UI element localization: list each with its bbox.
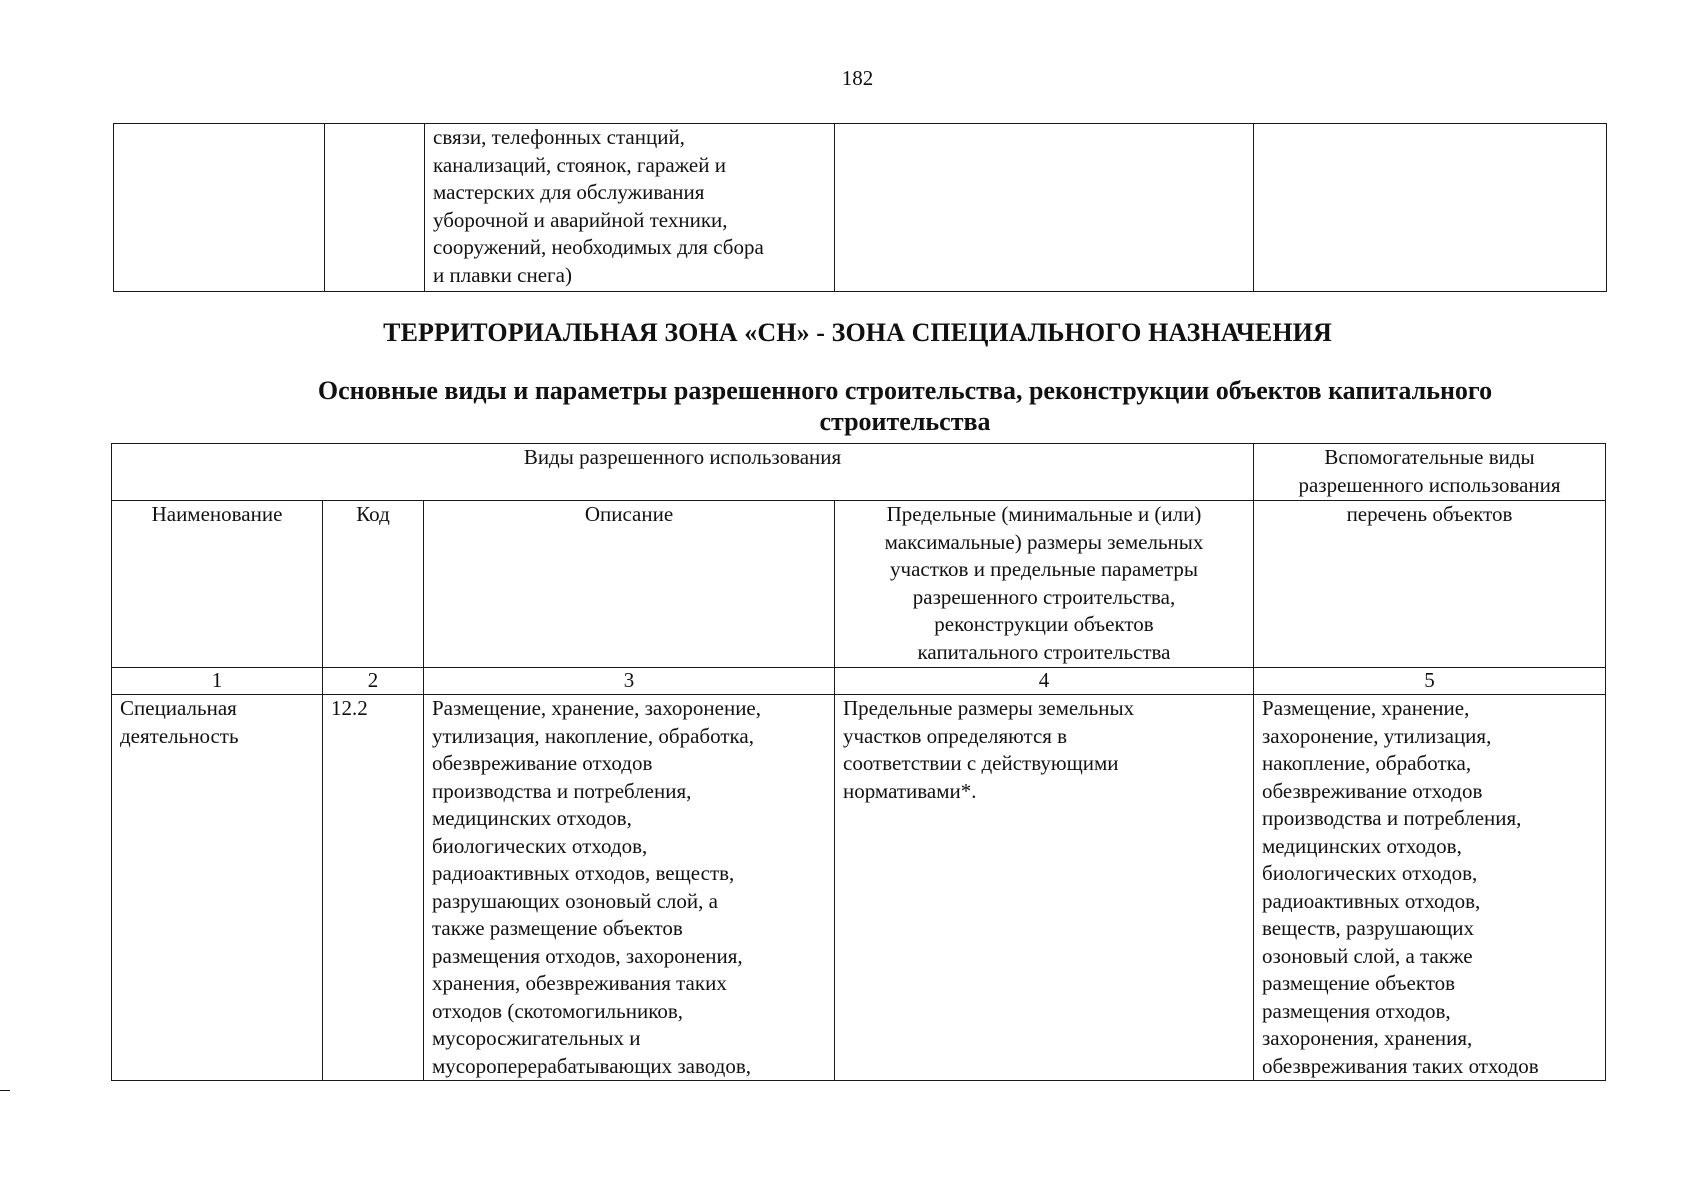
text-line: мусороперерабатывающих заводов, [432,1053,751,1078]
group-header-cell: Виды разрешенного использования [112,444,1254,501]
row-aux-cell [1254,695,1606,1081]
text-line: радиоактивных отходов, веществ, [432,861,735,885]
continuation-name-cell [114,124,325,292]
zone-title: ТЕРРИТОРИАЛЬНАЯ ЗОНА «СН» - ЗОНА СПЕЦИАЛЬНОГО НАЗНАЧЕНИЯ [383,318,1332,347]
text-line: Размещение, хранение, [1262,696,1470,720]
text-line: Предельные размеры земельных [843,696,1135,720]
text-line: соответствии с действующими [843,751,1119,775]
row-description-cell [424,695,835,1081]
continuation-aux-cell [1254,124,1607,292]
section-title [240,375,1570,437]
column-header-aux-list: перечень объектов [1254,501,1606,668]
text-line: накопление, обработка, [1262,751,1472,775]
aux-header-line: разрешенного использования [1298,472,1561,497]
row-code-cell: 12.2 [323,695,424,1081]
aux-header-cell [1254,444,1606,501]
text-line: медицинских отходов, [432,806,632,830]
text-line: также размещение объектов [432,916,683,940]
row-name-cell [112,695,323,1081]
header-line: участков и предельные параметры [890,557,1198,581]
section-title-line: Основные виды и параметры разрешенного строительства, реконструкции объектов капитального [317,376,1493,405]
text-line: деятельность [120,723,239,748]
header-line: разрешенного строительства, [912,584,1176,609]
text-line: нормативами*. [843,778,977,803]
text-line: мастерских для обслуживания [433,180,705,204]
text-line: обезвреживания таких отходов [1262,1053,1539,1078]
scan-edge-mark [0,1090,10,1091]
text-line: сооружений, необходимых для сбора [433,235,764,259]
land-use-table [111,443,1606,1081]
text-line: связи, телефонных станций, [433,125,685,149]
text-line: веществ, разрушающих [1262,916,1474,940]
text-line: размещения отходов, [1262,998,1451,1023]
column-header-code: Код [323,501,424,668]
continuation-description-cell [425,124,835,292]
column-number: 3 [424,668,835,695]
text-line: канализаций, стоянок, гаражей и [433,152,726,177]
continuation-limits-cell [835,124,1254,292]
text-line: Размещение, хранение, захоронение, [432,696,761,720]
section-title-line: строительства [819,407,991,436]
header-line: максимальные) размеры земельных [884,529,1204,554]
text-line: хранения, обезвреживания таких [432,971,727,995]
column-number-row [112,668,1606,695]
column-header-row [112,501,1606,668]
text-line: размещение объектов [1262,971,1456,995]
text-line: Специальная [120,696,237,720]
header-line: капитального строительства [917,639,1171,664]
text-line: захоронение, утилизация, [1262,723,1492,748]
text-line: радиоактивных отходов, [1262,888,1481,913]
row-limits-cell [835,695,1254,1081]
text-line: и плавки снега) [433,262,572,287]
column-header-description: Описание [424,501,835,668]
text-line: разрушающих озоновый слой, а [432,888,718,913]
text-line: озоновый слой, а также [1262,943,1473,968]
text-line: производства и потребления, [432,778,692,803]
text-line: обезвреживание отходов [432,751,653,775]
text-line: мусоросжигательных и [432,1026,641,1050]
text-line: медицинских отходов, [1262,833,1462,858]
continuation-code-cell [325,124,425,292]
table-header-row [112,444,1606,501]
column-number: 4 [835,668,1254,695]
table-row [114,124,1607,292]
column-number: 5 [1254,668,1606,695]
text-line: производства и потребления, [1262,806,1522,830]
column-header-name: Наименование [112,501,323,668]
column-number: 1 [112,668,323,695]
aux-header-line: Вспомогательные виды [1324,445,1535,469]
text-line: обезвреживание отходов [1262,778,1483,803]
text-line: уборочной и аварийной техники, [433,207,728,232]
text-line: захоронения, хранения, [1262,1026,1473,1050]
page-number: 182 [841,66,874,90]
text-line: размещения отходов, захоронения, [432,943,743,968]
column-header-limits [835,501,1254,668]
header-line: реконструкции объектов [934,612,1154,636]
header-line: Предельные (минимальные и (или) [886,502,1202,526]
text-line: участков определяются в [843,723,1068,748]
text-line: биологических отходов, [1262,861,1478,885]
text-line: биологических отходов, [432,833,648,858]
text-line: отходов (скотомогильников, [432,998,683,1023]
table-row [112,695,1606,1081]
text-line: утилизация, накопление, обработка, [432,723,754,748]
continuation-table [113,123,1607,292]
column-number: 2 [323,668,424,695]
